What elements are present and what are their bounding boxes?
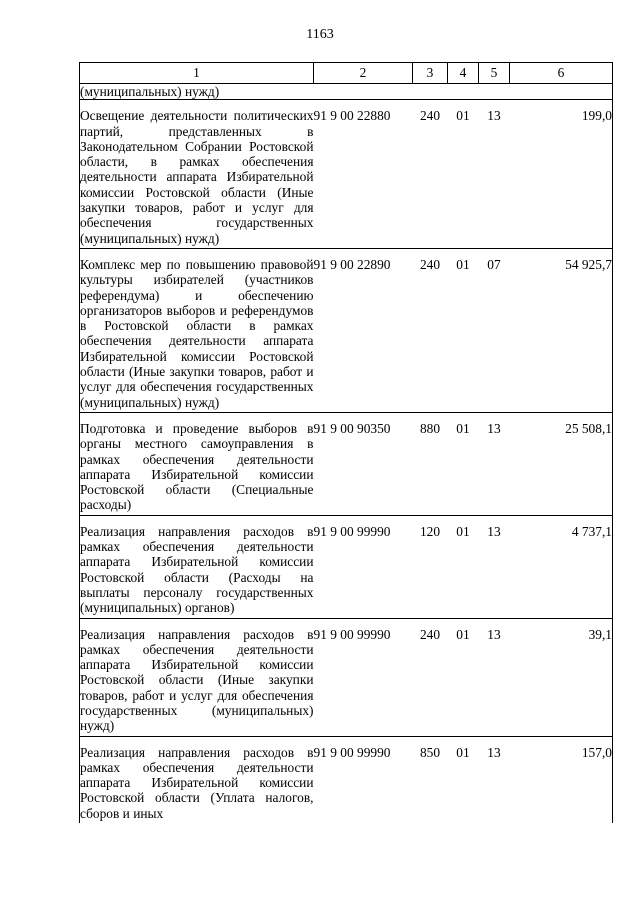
- expense-type-code: 850: [419, 744, 441, 760]
- expense-type-code: 120: [413, 515, 448, 618]
- amount: 4 737,1: [510, 515, 613, 618]
- table-row: [80, 515, 613, 618]
- expense-name: Реализация направления расходов в рамках обеспечения деятельности аппарата Избирательной комиссии Ростовской области (Иные закупки товаров, работ и услуг для обеспечения государственных (муниципальных) нужд): [80, 618, 314, 736]
- section-code: 01: [456, 744, 470, 760]
- expense-type-code: 880: [413, 412, 448, 515]
- target-code: 91 9 00 90350: [314, 412, 413, 515]
- column-header-6: 6: [510, 63, 613, 84]
- expense-type-code: 240: [413, 248, 448, 412]
- column-header-5: 5: [479, 63, 510, 84]
- expense-name: Освещение деятельности политических партий, представленных в Законодательном Собрании Ростовской области, в рамках обеспечения деятельности аппарата Избирательной комиссии Ростовской области (Иные закупки товаров, работ и услуг для обеспечения государственных (муниципальных) нужд): [80, 100, 314, 249]
- amount: 39,1: [510, 618, 613, 736]
- target-code: 91 9 00 99990: [314, 618, 413, 736]
- subsection-code: 13: [479, 618, 510, 736]
- subsection-code: 13: [479, 100, 510, 249]
- table-row: [80, 618, 613, 736]
- section-code: 01: [448, 100, 479, 249]
- table-row: [80, 736, 613, 823]
- column-header-3: 3: [413, 63, 448, 84]
- target-code: 91 9 00 22880: [314, 100, 413, 249]
- target-code: 91 9 00 22890: [314, 248, 413, 412]
- budget-table: [79, 62, 613, 823]
- section-code: 01: [448, 618, 479, 736]
- header-row: [80, 63, 613, 84]
- subsection-code: 13: [479, 515, 510, 618]
- section-code: 01: [448, 515, 479, 618]
- expense-name: Комплекс мер по повышению правовой культуры избирателей (участников референдума) и обеспечению организаторов выборов и референдумов в Ростовской области в рамках обеспечения деятельности аппарата Избирательной комиссии Ростовской области (Иные закупки товаров, работ и услуг для обеспечения государственных (муниципальных) нужд): [80, 248, 314, 412]
- expense-name: Реализация направления расходов в рамках обеспечения деятельности аппарата Избирательной комиссии Ростовской области (Расходы на выплаты персоналу государственных (муниципальных) органов): [80, 515, 314, 618]
- subsection-code: 13: [487, 744, 501, 760]
- target-code: 91 9 00 99990: [313, 744, 391, 760]
- table-row: [80, 248, 613, 412]
- section-code: 01: [448, 248, 479, 412]
- expense-name: Подготовка и проведение выборов в органы местного самоуправления в рамках обеспечения деятельности аппарата Избирательной комиссии Ростовской области (Специальные расходы): [80, 412, 314, 515]
- expense-type-code: 240: [413, 618, 448, 736]
- amount: 199,0: [510, 100, 613, 249]
- target-code: 91 9 00 99990: [314, 515, 413, 618]
- subsection-code: 07: [479, 248, 510, 412]
- amount: 54 925,7: [510, 248, 613, 412]
- column-header-4: 4: [448, 63, 479, 84]
- amount: 157,0: [510, 736, 613, 823]
- column-header-2: 2: [314, 63, 413, 84]
- section-code: 01: [448, 412, 479, 515]
- page-number: 1163: [306, 27, 334, 42]
- expense-type-code: 240: [413, 100, 448, 249]
- expense-name: Реализация направления расходов в рамках обеспечения деятельности аппарата Избирательной комиссии Ростовской области (Уплата налогов, сборов и иных: [80, 736, 314, 823]
- amount: 25 508,1: [510, 412, 613, 515]
- table-row-carryover: [80, 84, 613, 100]
- subsection-code: 13: [479, 412, 510, 515]
- carryover-text: (муниципальных) нужд): [80, 84, 314, 100]
- column-header-1: 1: [80, 63, 314, 84]
- table-row: [80, 412, 613, 515]
- table-row: [80, 100, 613, 249]
